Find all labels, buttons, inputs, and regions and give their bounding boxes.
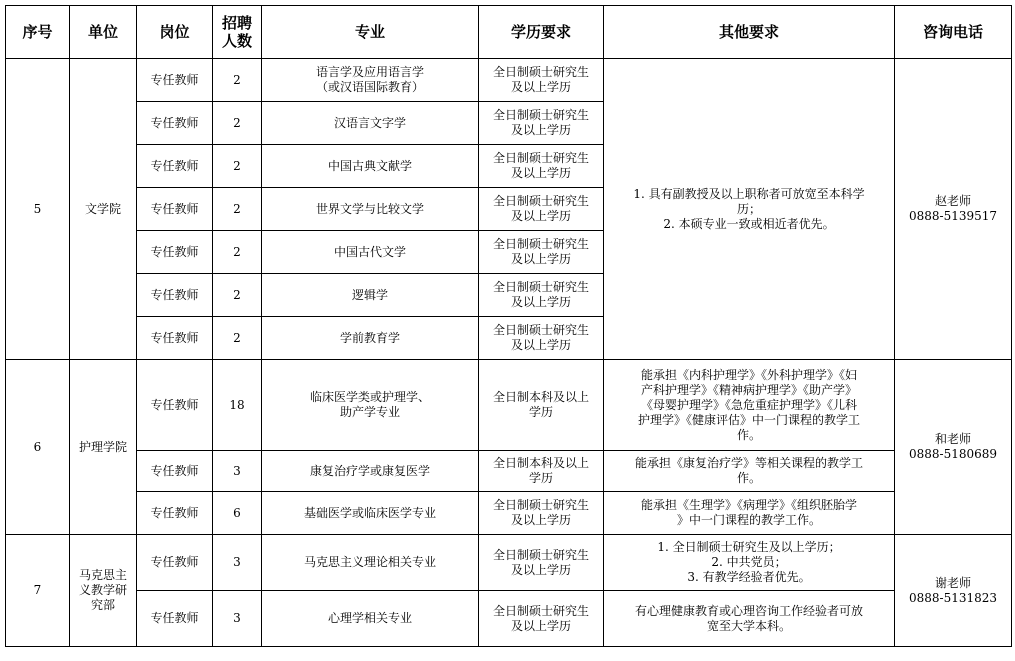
major-cell: 中国古典文献学: [262, 145, 479, 188]
education-cell: [479, 360, 604, 451]
table-row: [6, 360, 1012, 451]
count-cell: 2: [213, 274, 262, 317]
contact-cell: [895, 535, 1012, 647]
header-row: [6, 6, 1012, 59]
header-post: 岗位: [137, 6, 213, 59]
education-cell: [479, 145, 604, 188]
education-line: 及以上学历: [510, 123, 571, 137]
contact-phone: 0888-5180689: [908, 447, 998, 461]
count-cell: 2: [213, 188, 262, 231]
education-cell: [479, 492, 604, 535]
education-line: 及以上学历: [510, 513, 571, 527]
major-cell: 康复治疗学或康复医学: [262, 451, 479, 492]
unit-cell: [70, 535, 137, 647]
contact-cell: [895, 59, 1012, 360]
major-cell: 马克思主义理论相关专业: [262, 535, 479, 591]
education-cell: [479, 102, 604, 145]
count-cell: 6: [213, 492, 262, 535]
education-cell: [479, 274, 604, 317]
post-cell: 专任教师: [137, 188, 213, 231]
education-line: 及以上学历: [510, 252, 571, 266]
count-cell: 2: [213, 231, 262, 274]
other-cell: [604, 360, 895, 451]
post-cell: 专任教师: [137, 360, 213, 451]
other-cell: [604, 591, 895, 647]
recruitment-table: [5, 5, 1012, 647]
other-line: 作。: [736, 471, 761, 485]
other-line: 宽至大学本科。: [706, 618, 791, 633]
header-other: 其他要求: [604, 6, 895, 59]
post-cell: 专任教师: [137, 591, 213, 647]
education-line: 学历: [528, 471, 553, 485]
table-row: [6, 492, 1012, 535]
header-major: 专业: [262, 6, 479, 59]
major-line: （或汉语国际教育）: [315, 80, 424, 94]
contact-cell: [895, 360, 1012, 535]
post-cell: 专任教师: [137, 274, 213, 317]
major-cell: 逻辑学: [262, 274, 479, 317]
other-line: 》中一门课程的教学工作。: [676, 513, 821, 527]
post-cell: 专任教师: [137, 102, 213, 145]
header-contact: 咨询电话: [895, 6, 1012, 59]
education-line: 及以上学历: [510, 338, 571, 352]
education-line: 及以上学历: [510, 80, 571, 94]
other-line: 能承担《生理学》《病理学》《组织胚胎学: [640, 498, 857, 512]
other-cell: [604, 492, 895, 535]
education-line: 全日制硕士研究生: [492, 498, 589, 512]
other-line: 2. 中共党员；: [711, 555, 787, 569]
unit-line: 究部: [90, 598, 115, 612]
major-cell: 基础医学或临床医学专业: [262, 492, 479, 535]
major-line: 语言学及应用语言学: [315, 65, 424, 79]
seq-cell: 6: [6, 360, 70, 535]
post-cell: 专任教师: [137, 535, 213, 591]
major-cell: [262, 360, 479, 451]
major-cell: 学前教育学: [262, 317, 479, 360]
post-cell: 专任教师: [137, 59, 213, 102]
other-line: 有心理健康教育或心理咨询工作经验者可放: [634, 603, 863, 618]
education-cell: [479, 317, 604, 360]
education-line: 全日制硕士研究生: [492, 280, 589, 294]
table-row: [6, 535, 1012, 591]
education-line: 全日制本科及以上: [492, 456, 589, 470]
education-line: 全日制硕士研究生: [492, 547, 589, 562]
education-line: 全日制本科及以上: [492, 390, 589, 404]
contact-phone: 0888-5139517: [908, 209, 998, 223]
post-cell: 专任教师: [137, 451, 213, 492]
education-cell: [479, 535, 604, 591]
education-line: 全日制硕士研究生: [492, 108, 589, 122]
major-cell: 心理学相关专业: [262, 591, 479, 647]
seq-cell: 7: [6, 535, 70, 647]
post-cell: 专任教师: [137, 231, 213, 274]
major-line: 助产学专业: [339, 405, 400, 419]
header-unit: 单位: [70, 6, 137, 59]
other-cell: [604, 59, 895, 360]
table-row: [6, 59, 1012, 102]
seq-cell: 5: [6, 59, 70, 360]
post-cell: 专任教师: [137, 145, 213, 188]
education-line: 及以上学历: [510, 562, 571, 577]
other-line: 2. 本硕专业一致或相近者优先。: [663, 216, 835, 231]
major-cell: 中国古代文学: [262, 231, 479, 274]
education-line: 全日制硕士研究生: [492, 237, 589, 251]
contact-phone: 0888-5131823: [908, 590, 998, 605]
other-line: 历；: [736, 201, 761, 216]
other-line: 能承担《康复治疗学》等相关课程的教学工: [634, 456, 863, 470]
post-cell: 专任教师: [137, 317, 213, 360]
education-line: 全日制硕士研究生: [492, 65, 589, 79]
count-cell: 18: [213, 360, 262, 451]
major-cell: 汉语言文字学: [262, 102, 479, 145]
other-cell: [604, 535, 895, 591]
contact-name: 和老师: [934, 432, 971, 446]
education-cell: [479, 231, 604, 274]
education-cell: [479, 188, 604, 231]
other-line: 能承担《内科护理学》《外科护理学》《妇: [640, 367, 857, 382]
other-line: 产科护理学》《精神病护理学》《助产学》: [640, 382, 857, 397]
education-line: 全日制硕士研究生: [492, 603, 589, 618]
count-cell: 2: [213, 102, 262, 145]
header-count-line1: 招聘: [221, 14, 252, 32]
post-cell: 专任教师: [137, 492, 213, 535]
education-cell: [479, 59, 604, 102]
education-line: 全日制硕士研究生: [492, 151, 589, 165]
unit-line: 义教学研: [78, 583, 127, 597]
count-cell: 3: [213, 591, 262, 647]
header-count: [213, 6, 262, 59]
count-cell: 2: [213, 59, 262, 102]
count-cell: 2: [213, 145, 262, 188]
count-cell: 2: [213, 317, 262, 360]
education-line: 全日制硕士研究生: [492, 323, 589, 337]
major-line: 临床医学类或护理学、: [309, 390, 430, 404]
other-line: 护理学》《健康评估》中一门课程的教学工: [637, 412, 860, 427]
education-line: 及以上学历: [510, 295, 571, 309]
other-line: 《母婴护理学》《急危重症护理学》《儿科: [640, 397, 857, 412]
education-line: 全日制硕士研究生: [492, 194, 589, 208]
unit-cell: 护理学院: [70, 360, 137, 535]
education-cell: [479, 451, 604, 492]
education-line: 及以上学历: [510, 209, 571, 223]
header-seq: 序号: [6, 6, 70, 59]
header-count-line2: 人数: [221, 32, 252, 50]
contact-name: 谢老师: [934, 575, 971, 590]
table-row: [6, 451, 1012, 492]
education-cell: [479, 591, 604, 647]
major-cell: 世界文学与比较文学: [262, 188, 479, 231]
header-education: 学历要求: [479, 6, 604, 59]
unit-cell: 文学院: [70, 59, 137, 360]
contact-name: 赵老师: [934, 194, 971, 208]
education-line: 及以上学历: [510, 166, 571, 180]
education-line: 学历: [528, 405, 553, 419]
count-cell: 3: [213, 535, 262, 591]
education-line: 及以上学历: [510, 618, 571, 633]
other-line: 1. 全日制硕士研究生及以上学历；: [657, 540, 841, 554]
other-cell: [604, 451, 895, 492]
unit-line: 马克思主: [78, 568, 127, 582]
other-line: 1. 具有副教授及以上职称者可放宽至本科学: [633, 186, 865, 201]
major-cell: [262, 59, 479, 102]
count-cell: 3: [213, 451, 262, 492]
table-row: [6, 591, 1012, 647]
other-line: 3. 有教学经验者优先。: [687, 570, 811, 584]
other-line: 作。: [736, 427, 761, 442]
